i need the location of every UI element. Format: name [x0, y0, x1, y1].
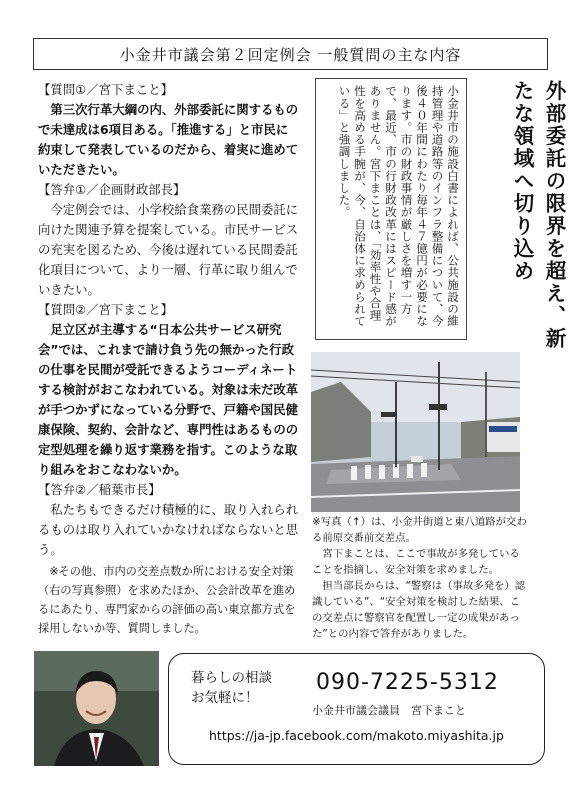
caption-line-3: 担当部長からは、“警察は（事故多発を）認識している”、“安全対策を検討した結果、この交差点に警察官を配置し一定の成果があった”との内容で答弁がありました。	[312, 580, 526, 640]
intersection-photo-image	[311, 352, 520, 512]
caption-line-2: 宮下まことは、ここで事故が多発していることを指摘し、安全対策を求めました。	[312, 548, 520, 576]
question-1-label: 【質問①／宮下まこと】	[38, 82, 174, 97]
contact-box	[168, 653, 545, 765]
member-name: 小金井市議会議員 宮下まこと	[312, 704, 466, 717]
question-1-text: 第三次行革大綱の内、外部委託に関するもので未達成は6項目ある。「推進する」と市民に約束して発表しているのだから、着実に進めていただきたい。	[38, 102, 299, 177]
page-header	[33, 38, 548, 70]
caption-line-1: ※写真（↑）は、小金井街道と東八道路が交わる前原交番前交差点。	[312, 516, 527, 544]
consultation-text	[191, 668, 272, 708]
facebook-link[interactable]: https://ja-jp.facebook.com/makoto.miyashita.jp	[209, 728, 504, 743]
phone-number[interactable]: 090-7225-5312	[316, 670, 499, 695]
photo-caption	[312, 514, 527, 642]
answer-2-label: 【答弁②／稲葉市長】	[38, 482, 161, 497]
question-2-text: 足立区が主導する“日本公共サービス研究会”では、これまで請け負う先の無かった行政の仕事を民間が受託できるようコーディネートする検討がおこなわれている。対象は未だ改革が手つかずになっている分野で、戸籍や国民健康保険、契約、会計など、専門性はあるものの定型処理を繰り返す業務を指す。このような取り組みをおこなわないか。	[38, 322, 299, 477]
other-questions-note: ※その他、市内の交差点数か所における安全対策（右の写真参照）を求めたほか、公会計改革を進めるにあたり、専門家からの評価の高い東京都方式を採用しないか等、質問しました。	[38, 565, 296, 635]
answer-1-label: 【答弁①／企画財政部長】	[38, 182, 186, 197]
consultation-line-1: 暮らしの相談	[191, 670, 272, 686]
vertical-headline: 外部委託の限界を超え、新たな領域へ切り込め	[510, 80, 566, 350]
answer-2-text: 私たちもできるだけ積極的に、取り入れられるものは取り入れていかなければならないと思う。	[38, 502, 299, 557]
question-2-label: 【質問②／宮下まこと】	[38, 302, 174, 317]
qa-section	[38, 80, 300, 638]
intersection-photo	[311, 352, 520, 512]
vertical-column-box	[315, 78, 467, 340]
answer-1-text: 今定例会では、小学校給食業務の民間委託に向けた関連予算を提案している。市民サービスの充実を図るため、今後は遅れている民間委託化項目について、より一層、行革に取り組んでいきたい。	[38, 202, 299, 297]
portrait-photo	[34, 651, 159, 766]
consultation-line-2: お気軽に！	[191, 690, 259, 706]
column-text: 小金井市の施設白書によれば、公共施設の維持管理や道路等のインフラ整備について、今後４０年間にわたり毎年４７億円が必要になります。市の財政事情が厳しさを増す一方で、最近、市の行財政改革にはスピード感がありません。宮下まことは、「効率性や合理性を高める手腕が、今、自治体に求められている」と強調しました。	[337, 85, 460, 327]
portrait-image	[34, 651, 159, 766]
page-title: 小金井市議会第２回定例会 一般質問の主な内容	[119, 45, 462, 64]
